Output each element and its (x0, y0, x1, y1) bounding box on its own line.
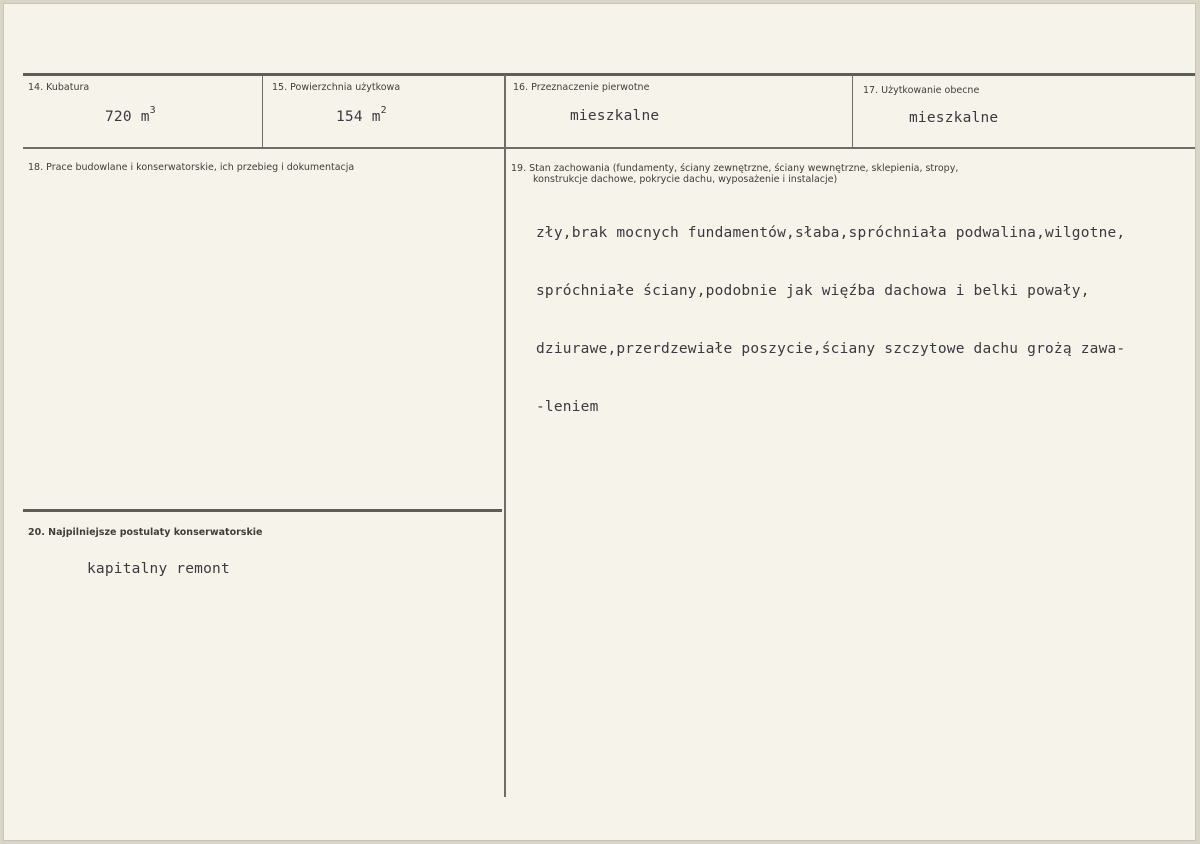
uzytkowanie-label: 17. Użytkowanie obecne (863, 85, 980, 96)
kubatura-unit-exponent: 3 (149, 105, 156, 116)
powierzchnia-unit-exponent: 2 (380, 105, 387, 116)
stan-zachowania-text (536, 188, 1125, 452)
przeznaczenie-value: mieszkalne (570, 108, 660, 124)
divider-14-15 (262, 75, 263, 147)
kubatura-value: 720 $m^3$ (105, 105, 156, 125)
stan-zachowania-line: zły,brak mocnych fundamentów,słaba,spróchniała podwalina,wilgotne, (536, 225, 1126, 241)
row-divider (23, 147, 1195, 149)
powierzchnia-label: 15. Powierzchnia użytkowa (272, 82, 401, 93)
left-section-divider (23, 509, 502, 512)
stan-zachowania-line: spróchniałe ściany,podobnie jak więźba dachowa i belki powały, (536, 283, 1090, 299)
stan-zachowania-label-line2: konstrukcje dachowe, pokrycie dachu, wyposażenie i instalacje) (533, 174, 838, 185)
divider-15-16 (504, 75, 506, 797)
stan-zachowania-label-line1: 19. Stan zachowania (fundamenty, ściany zewnętrzne, ściany wewnętrzne, sklepienia, stropy, (511, 163, 959, 174)
postulaty-value: kapitalny remont (87, 561, 230, 577)
top-rule (23, 73, 1195, 76)
powierzchnia-value: 154 $m^2$ (336, 105, 387, 125)
stan-zachowania-line: -leniem (536, 399, 599, 415)
stan-zachowania-line: dziurawe,przerdzewiałe poszycie,ściany szczytowe dachu grożą zawa- (536, 341, 1126, 357)
divider-16-17 (852, 75, 853, 147)
uzytkowanie-value: mieszkalne (909, 110, 999, 126)
prace-budowlane-label: 18. Prace budowlane i konserwatorskie, ich przebieg i dokumentacja (28, 162, 355, 173)
record-card (3, 3, 1196, 841)
postulaty-label: 20. Najpilniejsze postulaty konserwatorskie (28, 527, 263, 538)
przeznaczenie-label: 16. Przeznaczenie pierwotne (513, 82, 650, 93)
kubatura-label: 14. Kubatura (28, 82, 90, 93)
